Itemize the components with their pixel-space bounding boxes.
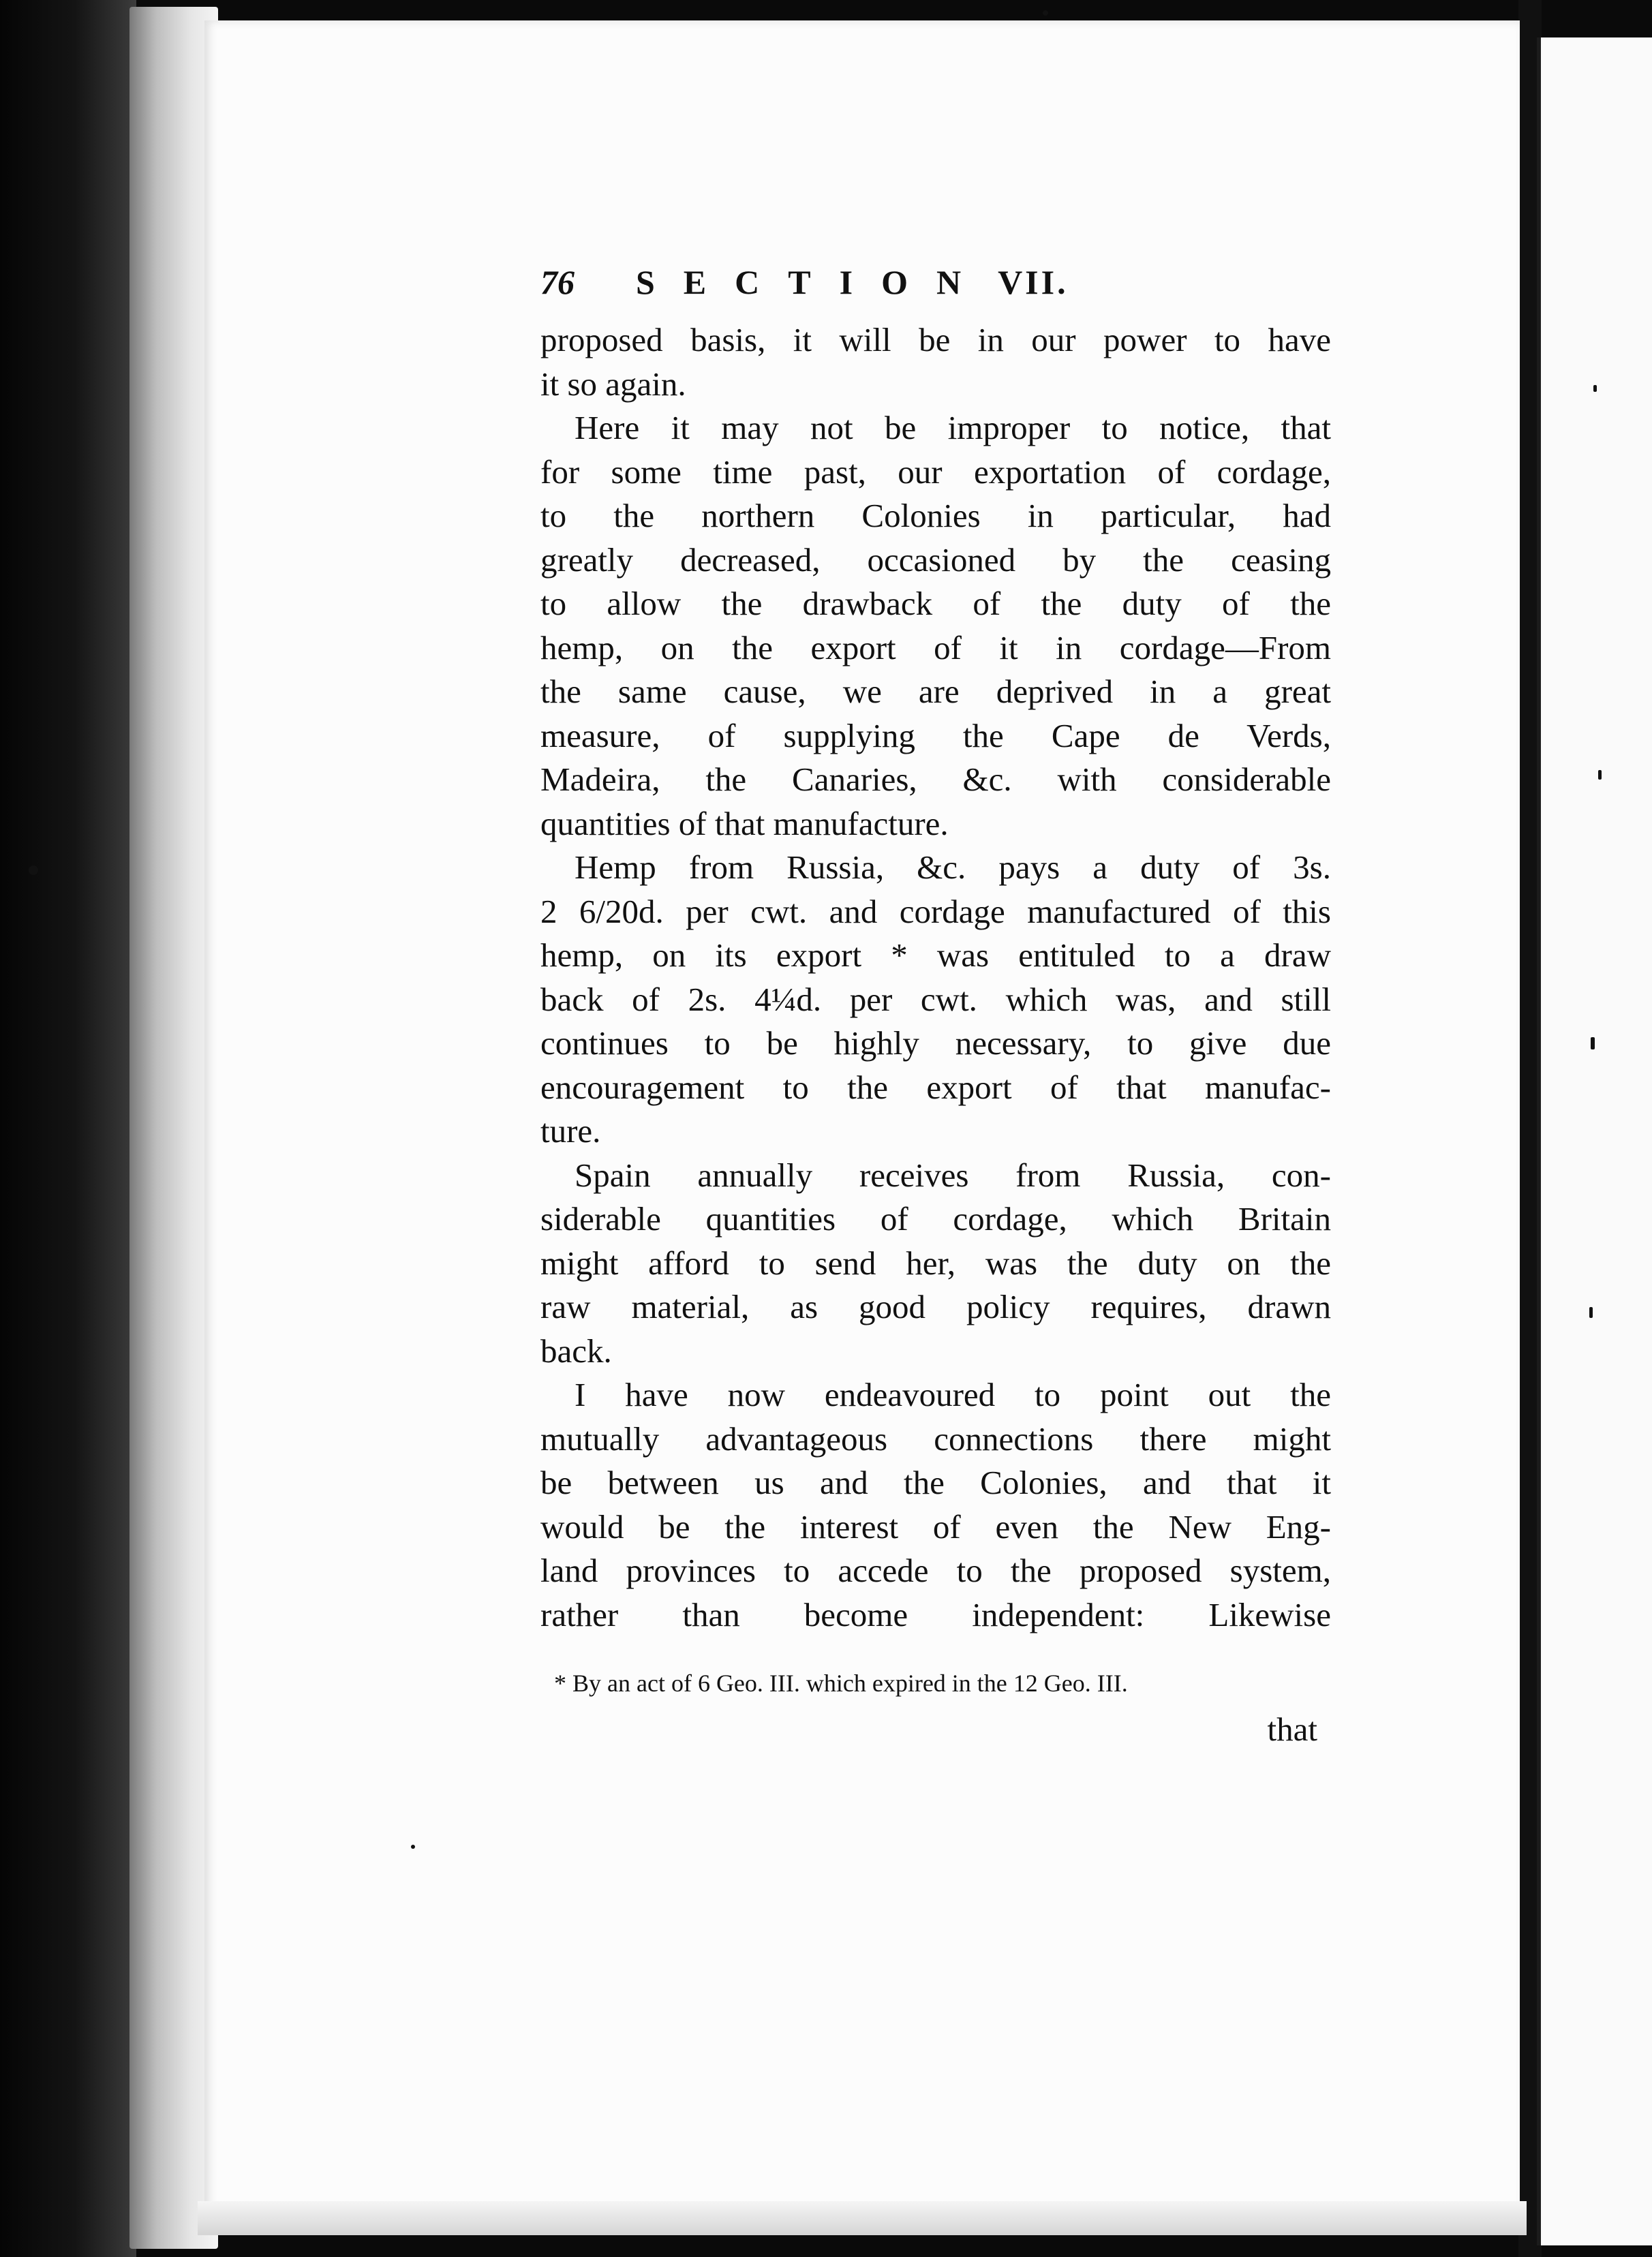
text-line: hemp, on the export of it in cordage—From — [540, 628, 1331, 666]
text-line: encouragement to the export of that manufac- — [540, 1068, 1331, 1106]
text-line: greatly decreased, occasioned by the ceasing — [540, 540, 1331, 579]
text-line: it so again. — [540, 365, 686, 403]
running-head — [540, 262, 1331, 314]
text-line: raw material, as good policy requires, drawn — [540, 1288, 1331, 1325]
text-line: proposed basis, it will be in our power to have — [540, 321, 1331, 358]
page-text — [540, 262, 1331, 1751]
text-line: 2 6/20d. per cwt. and cordage manufactured of this — [540, 892, 1331, 930]
text-line: continues to be highly necessary, to give due — [540, 1024, 1331, 1062]
text-line: be between us and the Colonies, and that it — [540, 1464, 1331, 1501]
page-bottom-edge — [198, 2201, 1527, 2235]
text-line: mutually advantageous connections there might — [540, 1419, 1331, 1458]
section-heading: SECTION — [636, 263, 990, 301]
speck-mark — [411, 1845, 415, 1849]
speck-mark — [1591, 1037, 1595, 1049]
facing-page-edge — [1537, 37, 1652, 2245]
text-line: hemp, on its export * was entituled to a draw — [540, 936, 1331, 974]
text-line: the same cause, we are deprived in a great — [540, 673, 1331, 710]
text-line: Hemp from Russia, &c. pays a duty of 3s. — [575, 848, 1331, 886]
speck-mark — [1598, 770, 1602, 780]
text-line: Here it may not be improper to notice, that — [575, 409, 1331, 446]
text-line: to the northern Colonies in particular, had — [540, 497, 1331, 534]
speck-mark — [1593, 385, 1597, 392]
book-binding — [0, 0, 136, 2257]
text-line: quantities of that manufacture. — [540, 804, 949, 842]
text-line: rather than become independent: Likewise — [540, 1595, 1331, 1633]
catchword: that — [1267, 1710, 1317, 1748]
text-line: might afford to send her, was the duty on the — [540, 1244, 1331, 1282]
text-line: ture. — [540, 1112, 601, 1150]
text-line: measure, of supplying the Cape de Verds, — [540, 716, 1331, 754]
text-line: I have now endeavoured to point out the — [575, 1376, 1331, 1413]
footnote: * By an act of 6 Geo. III. which expired in the 12 Geo. III. — [554, 1670, 1128, 1697]
page-number: 76 — [540, 263, 575, 301]
text-line: land provinces to accede to the proposed system, — [540, 1552, 1331, 1589]
speck-mark — [1589, 1307, 1593, 1318]
text-line: to allow the drawback of the duty of the — [540, 585, 1331, 622]
text-line: siderable quantities of cordage, which Britain — [540, 1200, 1331, 1238]
section-number: VII. — [998, 263, 1069, 301]
text-line: back. — [540, 1332, 612, 1370]
text-line: for some time past, our exportation of cordage, — [540, 452, 1331, 491]
speck-mark — [29, 865, 38, 875]
speck-mark — [1043, 10, 1048, 16]
text-line: back of 2s. 4¼d. per cwt. which was, and still — [540, 980, 1331, 1018]
text-line: would be the interest of even the New Eng- — [540, 1507, 1331, 1546]
text-line: Madeira, the Canaries, &c. with considerable — [540, 761, 1331, 798]
text-line: Spain annually receives from Russia, con- — [575, 1156, 1331, 1194]
